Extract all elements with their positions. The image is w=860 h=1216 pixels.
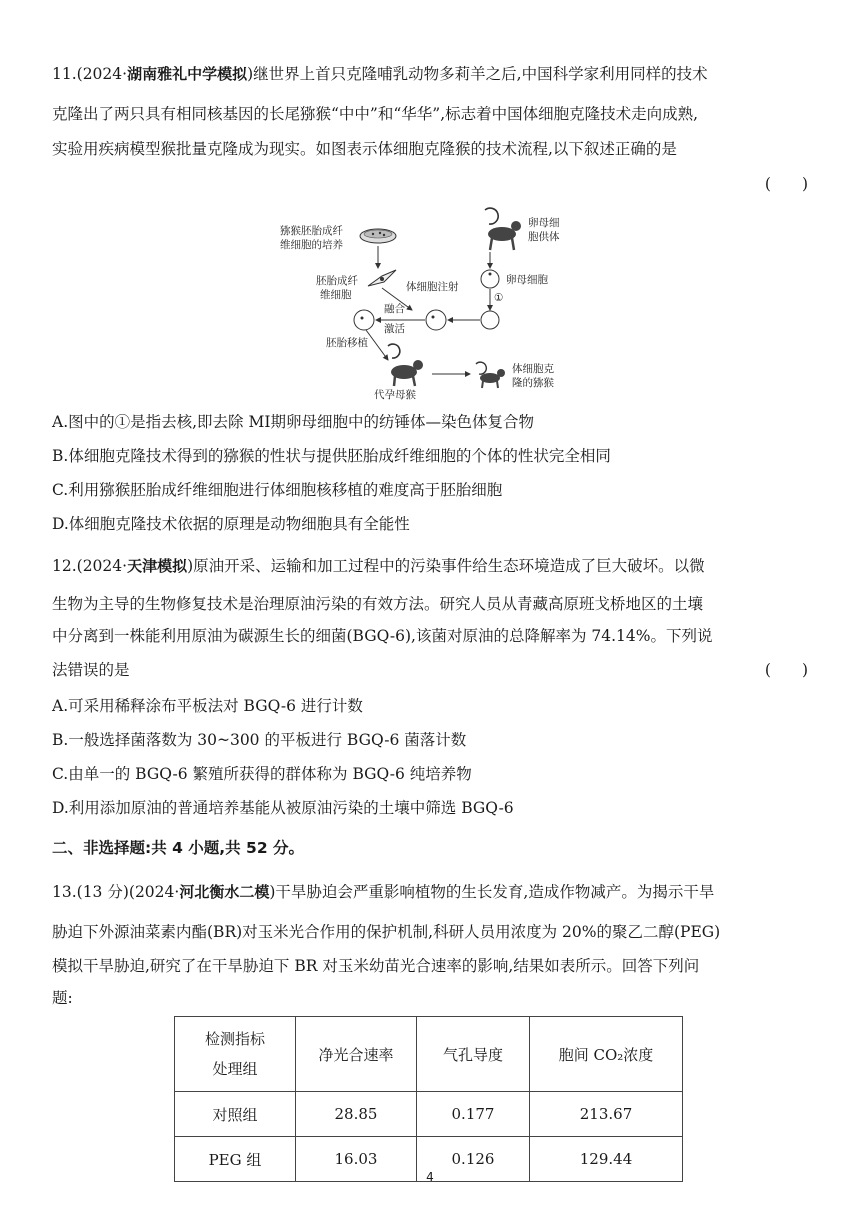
label-fibroblast-1: 胚胎成纤 bbox=[316, 275, 358, 287]
label-surrogate: 代孕母猴 bbox=[374, 389, 416, 401]
q13-stem-line2: 胁迫下外源油菜素内酯(BR)对玉米光合作用的保护机制,科研人员用浓度为 20%的聚乙二醇(PEG) bbox=[52, 923, 721, 941]
q13-source: 河北衡水二模 bbox=[179, 883, 270, 901]
table-cell-group: PEG 组 bbox=[175, 1137, 296, 1182]
table-cell-group: 对照组 bbox=[175, 1092, 296, 1137]
embryo-icon bbox=[354, 310, 374, 330]
label-culture-1: 猕猴胚胎成纤 bbox=[280, 225, 343, 237]
table-cell: 129.44 bbox=[530, 1137, 683, 1182]
table-cell: 28.85 bbox=[296, 1092, 417, 1137]
label-oocyte: 卵母细胞 bbox=[506, 274, 548, 286]
table-row bbox=[175, 1092, 683, 1137]
q12-option-c: C.由单一的 BGQ-6 繁殖所获得的群体称为 BGQ-6 纯培养物 bbox=[52, 765, 472, 783]
q12-stem-line1: 12.(2024·天津模拟)原油开采、运输和加工过程中的污染事件给生态环境造成了巨大破坏。以微 bbox=[52, 557, 705, 575]
q11-stem-line2: 克隆出了两只具有相同核基因的长尾猕猴“中中”和“华华”,标志着中国体细胞克隆技术走向成熟, bbox=[52, 105, 699, 123]
label-clone-1: 体细胞克 bbox=[512, 363, 554, 375]
table-header: 净光合速率 bbox=[296, 1017, 417, 1092]
q13-stem-line4: 题: bbox=[52, 989, 73, 1007]
label-oocyte-donor-1: 卵母细 bbox=[528, 217, 560, 229]
label-step-1: ① bbox=[494, 292, 504, 304]
page-number: 4 bbox=[426, 1170, 434, 1184]
oocyte-cell-icon bbox=[481, 270, 499, 288]
q12-stem-line2: 生物为主导的生物修复技术是治理原油污染的有效方法。研究人员从青藏高原班戈桥地区的土壤 bbox=[52, 595, 704, 613]
label-fusion: 融合 bbox=[384, 303, 405, 315]
enucleated-oocyte-icon bbox=[481, 311, 499, 329]
q12-stem-line3: 中分离到一株能利用原油为碳源生长的细菌(BGQ-6),该菌对原油的总降解率为 74.14%。下列说 bbox=[52, 627, 713, 645]
petri-dish-icon bbox=[360, 229, 396, 243]
q13-stem-line3: 模拟干旱胁迫,研究了在干旱胁迫下 BR 对玉米幼苗光合速率的影响,结果如表所示。回答下列问 bbox=[52, 957, 700, 975]
q12-answer-paren: ( ) bbox=[764, 661, 808, 679]
label-injection: 体细胞注射 bbox=[406, 281, 459, 293]
table-cell: 16.03 bbox=[296, 1137, 417, 1182]
table-header: 胞间 CO₂浓度 bbox=[530, 1017, 683, 1092]
label-transfer: 胚胎移植 bbox=[326, 337, 368, 349]
table-corner-cell: 检测指标 处理组 bbox=[175, 1017, 296, 1092]
label-clone-2: 隆的猕猴 bbox=[512, 377, 554, 389]
surrogate-monkey-icon bbox=[388, 344, 423, 386]
q12-option-a: A.可采用稀释涂布平板法对 BGQ-6 进行计数 bbox=[52, 697, 363, 715]
label-activation: 激活 bbox=[384, 323, 405, 335]
label-culture-2: 维细胞的培养 bbox=[280, 239, 343, 251]
q12-option-d: D.利用添加原油的普通培养基能从被原油污染的土壤中筛选 BGQ-6 bbox=[52, 799, 514, 817]
reconstructed-cell-icon bbox=[426, 310, 446, 330]
q11-option-a: A.图中的①是指去核,即去除 MⅠ期卵母细胞中的纺锤体—染色体复合物 bbox=[52, 413, 534, 431]
q13-stem-line1: 13.(13 分)(2024·河北衡水二模)干旱胁迫会严重影响植物的生长发育,造成作物减产。为揭示干旱 bbox=[52, 883, 715, 901]
table-cell: 0.126 bbox=[417, 1137, 530, 1182]
q11-option-c: C.利用猕猴胚胎成纤维细胞进行体细胞核移植的难度高于胚胎细胞 bbox=[52, 481, 503, 499]
results-table bbox=[174, 1016, 683, 1182]
label-oocyte-donor-2: 胞供体 bbox=[528, 231, 560, 243]
q11-source: 湖南雅礼中学模拟 bbox=[127, 65, 248, 83]
table-cell: 0.177 bbox=[417, 1092, 530, 1137]
table-header-row bbox=[175, 1017, 683, 1092]
q11-answer-paren: ( ) bbox=[764, 175, 808, 193]
monkey-donor-icon bbox=[485, 208, 521, 250]
cloned-monkey-icon bbox=[476, 362, 505, 388]
q12-option-b: B.一般选择菌落数为 30~300 的平板进行 BGQ-6 菌落计数 bbox=[52, 731, 467, 749]
table-cell: 213.67 bbox=[530, 1092, 683, 1137]
table-header: 气孔导度 bbox=[417, 1017, 530, 1092]
section-heading: 二、非选择题:共 4 小题,共 52 分。 bbox=[52, 839, 305, 857]
q11-option-b: B.体细胞克隆技术得到的猕猴的性状与提供胚胎成纤维细胞的个体的性状完全相同 bbox=[52, 447, 611, 465]
label-fibroblast-2: 维细胞 bbox=[320, 289, 352, 301]
q11-option-d: D.体细胞克隆技术依据的原理是动物细胞具有全能性 bbox=[52, 515, 410, 533]
q12-source: 天津模拟 bbox=[127, 557, 188, 575]
q11-stem-line1: 11.(2024·湖南雅礼中学模拟)继世界上首只克隆哺乳动物多莉羊之后,中国科学家利用同样的技术 bbox=[52, 65, 708, 83]
cloning-flow-diagram bbox=[270, 198, 610, 402]
fibroblast-cell-icon bbox=[368, 270, 396, 286]
q12-stem-line4: 法错误的是 bbox=[52, 661, 130, 679]
q11-stem-line3: 实验用疾病模型猴批量克隆成为现实。如图表示体细胞克隆猴的技术流程,以下叙述正确的是 bbox=[52, 140, 677, 158]
